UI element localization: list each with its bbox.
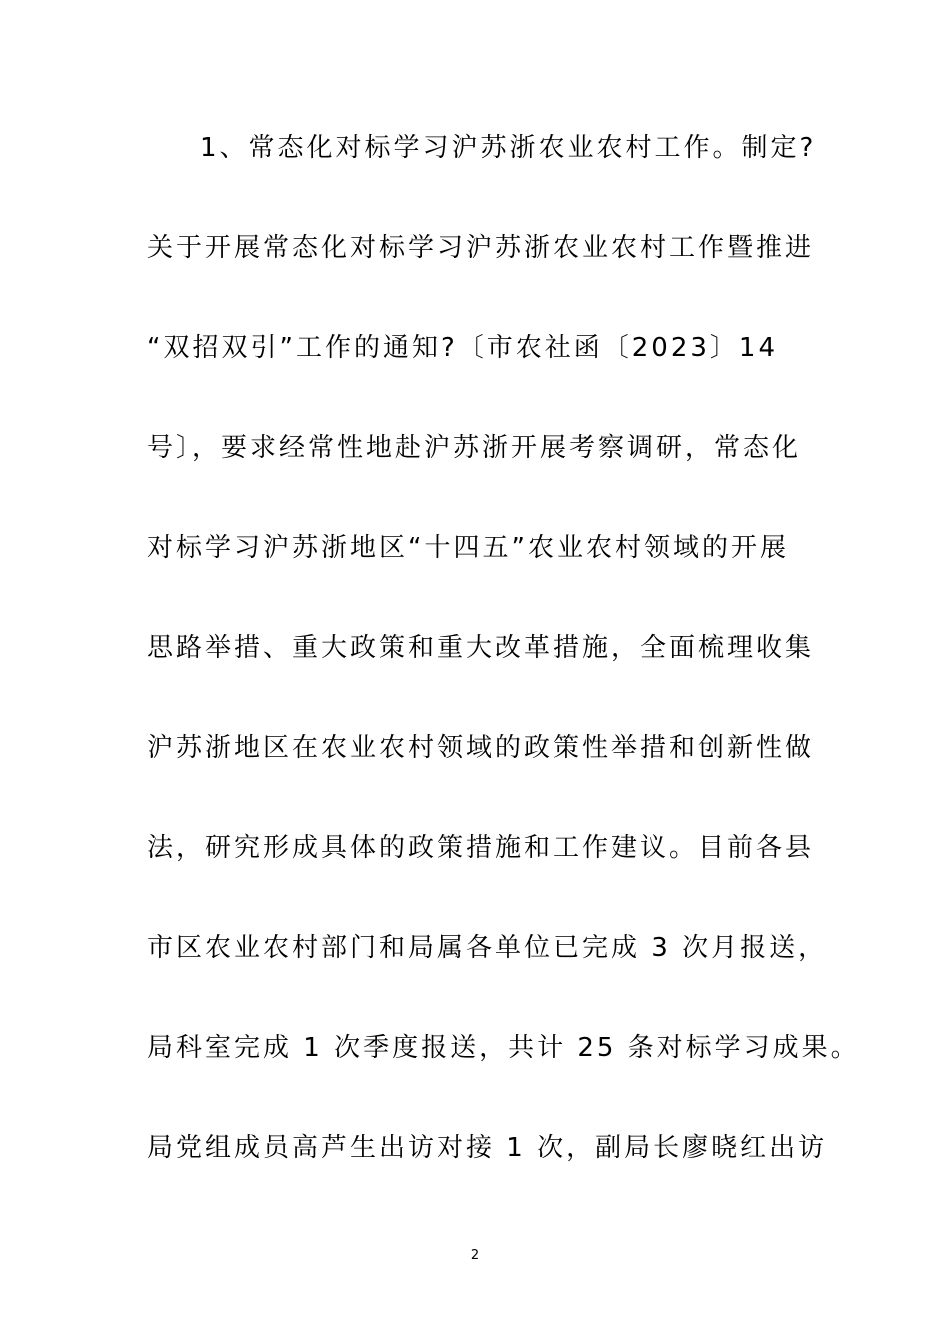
paragraph-line-10: 局科室完成 1 次季度报送，共计 25 条对标学习成果。 (147, 1033, 860, 1063)
paragraph-line-9: 市区农业农村部门和局属各单位已完成 3 次月报送， (147, 933, 828, 963)
paragraph-line-5: 对标学习沪苏浙地区“十四五”农业农村领域的开展 (147, 533, 789, 563)
page-number: 2 (470, 1248, 480, 1263)
paragraph-line-3: “双招双引”工作的通知?〔市农社函〔2023〕14 (147, 333, 778, 363)
paragraph-line-8: 法，研究形成具体的政策措施和工作建议。目前各县 (147, 833, 815, 863)
paragraph-line-4: 号〕，要求经常性地赴沪苏浙开展考察调研，常态化 (147, 433, 802, 463)
paragraph-line-11: 局党组成员高芦生出访对接 1 次，副局长廖晓红出访 (147, 1133, 828, 1163)
paragraph-line-2: 关于开展常态化对标学习沪苏浙农业农村工作暨推进 (147, 233, 815, 263)
paragraph-line-6: 思路举措、重大政策和重大改革措施，全面梳理收集 (147, 633, 815, 663)
paragraph-line-7: 沪苏浙地区在农业农村领域的政策性举措和创新性做 (147, 733, 815, 763)
paragraph-line-1: 1、常态化对标学习沪苏浙农业农村工作。制定? (200, 133, 817, 163)
